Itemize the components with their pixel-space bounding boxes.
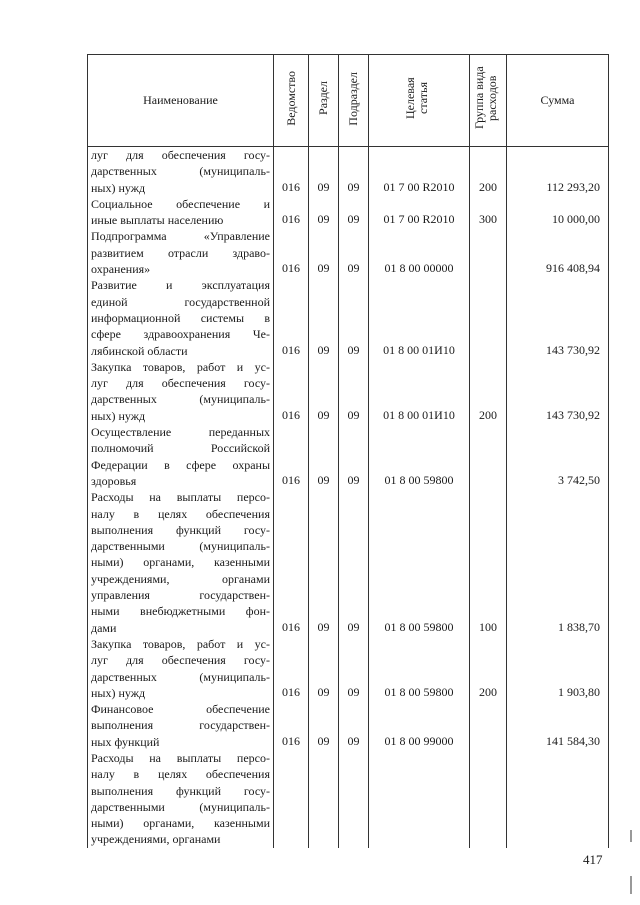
row-sum: 916 408,94 bbox=[507, 228, 609, 277]
row-name-line: дарственными (муниципаль- bbox=[91, 799, 270, 814]
row-name-line: Расходы на выплаты персо- bbox=[91, 490, 270, 505]
budget-table bbox=[87, 54, 609, 848]
row-name-line: дарственными (муниципаль- bbox=[91, 539, 270, 554]
table-body bbox=[88, 147, 609, 848]
table-row bbox=[88, 359, 609, 424]
row-name-line: ными внебюджетными фон- bbox=[91, 604, 270, 619]
row-dept: 016 bbox=[274, 424, 309, 489]
row-name-line: учреждениями, органами bbox=[91, 832, 221, 847]
row-name bbox=[88, 359, 274, 424]
row-section: 09 bbox=[309, 228, 339, 277]
row-dept: 016 bbox=[274, 489, 309, 636]
row-name-line: единой государственной bbox=[91, 294, 270, 309]
header-subsection-text: Подраздел bbox=[346, 71, 360, 126]
row-name-line: дарственных (муниципаль- bbox=[91, 669, 270, 684]
row-name-line: здоровья bbox=[91, 473, 137, 488]
row-name-line: Социальное обеспечение и bbox=[91, 196, 270, 211]
row-name bbox=[88, 750, 274, 848]
edge-mark bbox=[630, 876, 632, 894]
row-sum: 112 293,20 bbox=[507, 147, 609, 196]
row-group: 200 bbox=[470, 636, 507, 701]
header-section-text: Раздел bbox=[316, 81, 330, 116]
row-group: 300 bbox=[470, 196, 507, 229]
row-name-line: лябинской области bbox=[91, 343, 188, 358]
row-sum bbox=[507, 750, 609, 848]
header-target-text: Целевая статья bbox=[403, 77, 430, 120]
row-subsection: 09 bbox=[339, 636, 369, 701]
header-section bbox=[309, 55, 339, 147]
header-sum-text: Сумма bbox=[540, 93, 575, 108]
row-dept: 016 bbox=[274, 701, 309, 750]
row-section bbox=[309, 750, 339, 848]
row-section: 09 bbox=[309, 489, 339, 636]
row-subsection bbox=[339, 750, 369, 848]
row-name-line: ных) нужд bbox=[91, 180, 146, 195]
row-subsection: 09 bbox=[339, 701, 369, 750]
header-name-text: Наименование bbox=[143, 93, 218, 108]
row-group bbox=[470, 750, 507, 848]
header-target bbox=[369, 55, 470, 147]
table-row bbox=[88, 147, 609, 196]
row-dept bbox=[274, 750, 309, 848]
table-row bbox=[88, 228, 609, 277]
row-name-line: ных) нужд bbox=[91, 685, 146, 700]
row-name-line: Финансовое обеспечение bbox=[91, 702, 270, 717]
row-name-line: дарственных (муниципаль- bbox=[91, 392, 270, 407]
row-name bbox=[88, 277, 274, 358]
row-name-line: выполнения функций госу- bbox=[91, 783, 270, 798]
row-name-line: Подпрограмма «Управление bbox=[91, 229, 270, 244]
header-name bbox=[88, 55, 274, 147]
row-name-line: дарственных (муниципаль- bbox=[91, 164, 270, 179]
table-row bbox=[88, 489, 609, 636]
page-number: 417 bbox=[583, 852, 603, 867]
row-group bbox=[470, 228, 507, 277]
row-name-line: выполнения функций госу- bbox=[91, 522, 270, 537]
row-dept: 016 bbox=[274, 196, 309, 229]
row-name bbox=[88, 424, 274, 489]
row-name bbox=[88, 228, 274, 277]
row-dept: 016 bbox=[274, 147, 309, 196]
row-name-line: Расходы на выплаты персо- bbox=[91, 750, 270, 765]
header-dept-text: Ведомство bbox=[283, 70, 298, 126]
table-row bbox=[88, 277, 609, 358]
row-target bbox=[369, 750, 470, 848]
row-name bbox=[88, 701, 274, 750]
row-subsection: 09 bbox=[339, 424, 369, 489]
row-target: 01 8 00 59800 bbox=[369, 489, 470, 636]
row-target: 01 7 00 R2010 bbox=[369, 196, 470, 229]
row-name-line: выполнения государствен- bbox=[91, 718, 270, 733]
row-section: 09 bbox=[309, 424, 339, 489]
row-group bbox=[470, 701, 507, 750]
row-section: 09 bbox=[309, 636, 339, 701]
row-name-line: Закупка товаров, работ и ус- bbox=[91, 359, 270, 374]
row-name bbox=[88, 196, 274, 229]
row-target: 01 8 00 01И10 bbox=[369, 277, 470, 358]
header-subsection bbox=[339, 55, 369, 147]
row-name-line: луг для обеспечения госу- bbox=[91, 148, 270, 162]
row-subsection: 09 bbox=[339, 228, 369, 277]
table-row bbox=[88, 701, 609, 750]
row-subsection: 09 bbox=[339, 489, 369, 636]
row-name-line: луг для обеспечения госу- bbox=[91, 653, 270, 668]
row-section: 09 bbox=[309, 196, 339, 229]
row-target: 01 8 00 99000 bbox=[369, 701, 470, 750]
table-row bbox=[88, 636, 609, 701]
row-sum: 10 000,00 bbox=[507, 196, 609, 229]
table-row bbox=[88, 424, 609, 489]
row-target: 01 7 00 R2010 bbox=[369, 147, 470, 196]
row-subsection: 09 bbox=[339, 277, 369, 358]
row-name-line: ных) нужд bbox=[91, 408, 146, 423]
row-name-line: ными) органами, казенными bbox=[91, 555, 270, 570]
row-section: 09 bbox=[309, 277, 339, 358]
row-sum: 143 730,92 bbox=[507, 359, 609, 424]
row-section: 09 bbox=[309, 701, 339, 750]
edge-mark bbox=[630, 830, 632, 842]
row-name-line: развитием отрасли здраво- bbox=[91, 245, 270, 260]
row-dept: 016 bbox=[274, 228, 309, 277]
row-name-line: луг для обеспечения госу- bbox=[91, 376, 270, 391]
table-row bbox=[88, 196, 609, 229]
row-name bbox=[88, 636, 274, 701]
row-sum: 3 742,50 bbox=[507, 424, 609, 489]
row-target: 01 8 00 59800 bbox=[369, 424, 470, 489]
row-name bbox=[88, 147, 274, 196]
row-subsection: 09 bbox=[339, 359, 369, 424]
row-group: 200 bbox=[470, 359, 507, 424]
table-header-row bbox=[88, 55, 609, 147]
row-target: 01 8 00 59800 bbox=[369, 636, 470, 701]
row-name-line: учреждениями, органами bbox=[91, 571, 270, 586]
row-group bbox=[470, 277, 507, 358]
row-group: 100 bbox=[470, 489, 507, 636]
row-name-line: информационной системы в bbox=[91, 310, 270, 325]
row-name-line: сфере здравоохранения Че- bbox=[91, 327, 270, 342]
row-group bbox=[470, 424, 507, 489]
row-name-line: Федерации в сфере охраны bbox=[91, 457, 270, 472]
header-group bbox=[470, 55, 507, 147]
row-dept: 016 bbox=[274, 636, 309, 701]
row-name-line: управления государствен- bbox=[91, 588, 270, 603]
row-name-line: Закупка товаров, работ и ус- bbox=[91, 636, 270, 651]
row-target: 01 8 00 00000 bbox=[369, 228, 470, 277]
row-section: 09 bbox=[309, 359, 339, 424]
row-subsection: 09 bbox=[339, 196, 369, 229]
header-group-text: Группа вида расходов bbox=[472, 66, 499, 130]
row-name-line: дами bbox=[91, 620, 117, 635]
table-row bbox=[88, 750, 609, 848]
row-group: 200 bbox=[470, 147, 507, 196]
row-name-line: иные выплаты населению bbox=[91, 213, 224, 228]
row-dept: 016 bbox=[274, 277, 309, 358]
row-section: 09 bbox=[309, 147, 339, 196]
row-target: 01 8 00 01И10 bbox=[369, 359, 470, 424]
row-sum: 141 584,30 bbox=[507, 701, 609, 750]
row-name-line: ными) органами, казенными bbox=[91, 816, 270, 831]
row-dept: 016 bbox=[274, 359, 309, 424]
row-sum: 143 730,92 bbox=[507, 277, 609, 358]
row-name-line: налу в целях обеспечения bbox=[91, 767, 270, 782]
header-dept bbox=[274, 55, 309, 147]
row-name-line: полномочий Российской bbox=[91, 441, 270, 456]
row-name-line: ных функций bbox=[91, 734, 160, 749]
row-name-line: налу в целях обеспечения bbox=[91, 506, 270, 521]
row-sum: 1 903,80 bbox=[507, 636, 609, 701]
row-sum: 1 838,70 bbox=[507, 489, 609, 636]
row-name bbox=[88, 489, 274, 636]
header-sum bbox=[507, 55, 609, 147]
row-name-line: Осуществление переданных bbox=[91, 425, 270, 440]
row-subsection: 09 bbox=[339, 147, 369, 196]
row-name-line: Развитие и эксплуатация bbox=[91, 278, 270, 293]
row-name-line: охранения» bbox=[91, 262, 151, 277]
